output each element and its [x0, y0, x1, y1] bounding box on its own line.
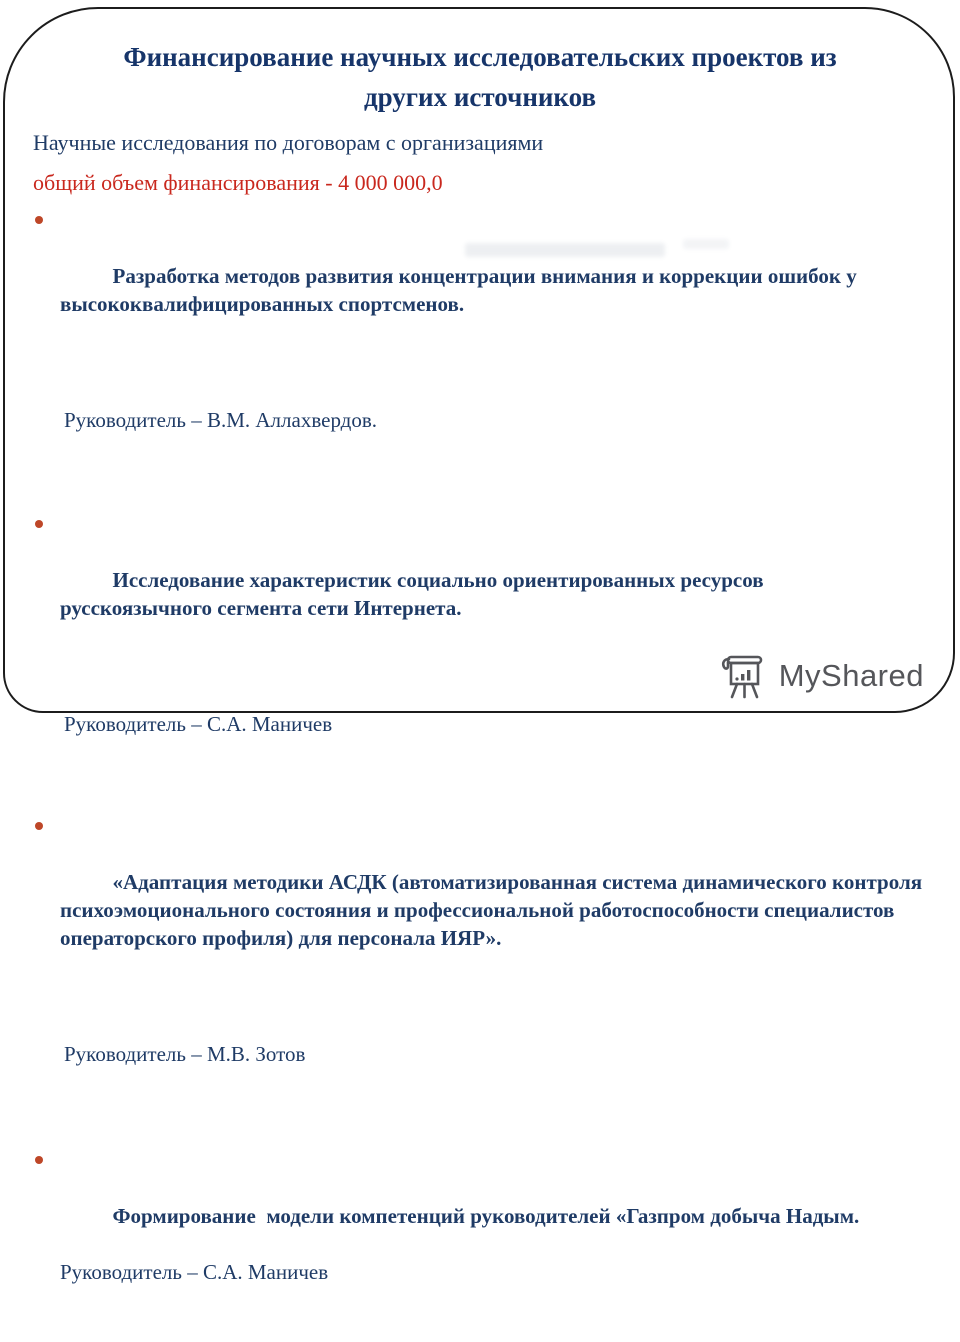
bullet-dot-icon — [35, 1156, 43, 1164]
leader-text: Руководитель – С.А. Маничев — [64, 712, 333, 736]
myshared-logo[interactable] — [719, 652, 924, 700]
project-text: «Адаптация методики АСДК (автоматизированная система динамического контроля психоэмоционального состояния и профессиональной работоспособности специалистов операторского профиля) для персонала ИЯР». — [60, 870, 928, 950]
project-text: Формирование модели компетенций руководителей «Газпром добыча Надым. — [112, 1204, 860, 1228]
project-leader-row — [33, 980, 927, 1134]
ghost-text-artifact — [683, 239, 729, 249]
leader-text: Руководитель – С.А. Маничев — [60, 1260, 329, 1284]
project-item — [33, 510, 815, 650]
project-item — [33, 206, 870, 346]
slide-frame — [3, 7, 955, 1284]
intro-line: Научные исследования по договорам с организациями — [33, 130, 544, 155]
slide-title-line1: Финансирование научных исследовательских проектов из — [123, 42, 837, 72]
project-item — [33, 1146, 927, 1342]
ghost-text-artifact — [465, 243, 665, 257]
slide-title-line2: других источников — [363, 82, 597, 112]
leader-text: Руководитель – В.М. Аллахвердов. — [64, 408, 378, 432]
bullet-dot-icon — [35, 520, 43, 528]
slide-title — [33, 37, 927, 117]
project-item — [33, 812, 927, 980]
bullet-dot-icon — [35, 822, 43, 830]
project-text: Исследование характеристик социально ориентированных ресурсов русскоязычного сегмента сети Интернета. — [60, 568, 769, 620]
myshared-label: MyShared — [778, 658, 924, 693]
slide-content — [33, 9, 928, 1284]
bullet-dot-icon — [35, 216, 43, 224]
leader-text: Руководитель – М.В. Зотов — [64, 1042, 306, 1066]
project-leader-row — [33, 346, 927, 500]
projects-list — [33, 206, 927, 1342]
project-text: Разработка методов развития концентрации внимания и коррекции ошибок у высококвалифицированных спортсменов. — [60, 264, 862, 316]
funding-line: общий объем финансирования - 4 000 000,0 — [33, 170, 443, 195]
flipchart-icon — [719, 652, 769, 700]
